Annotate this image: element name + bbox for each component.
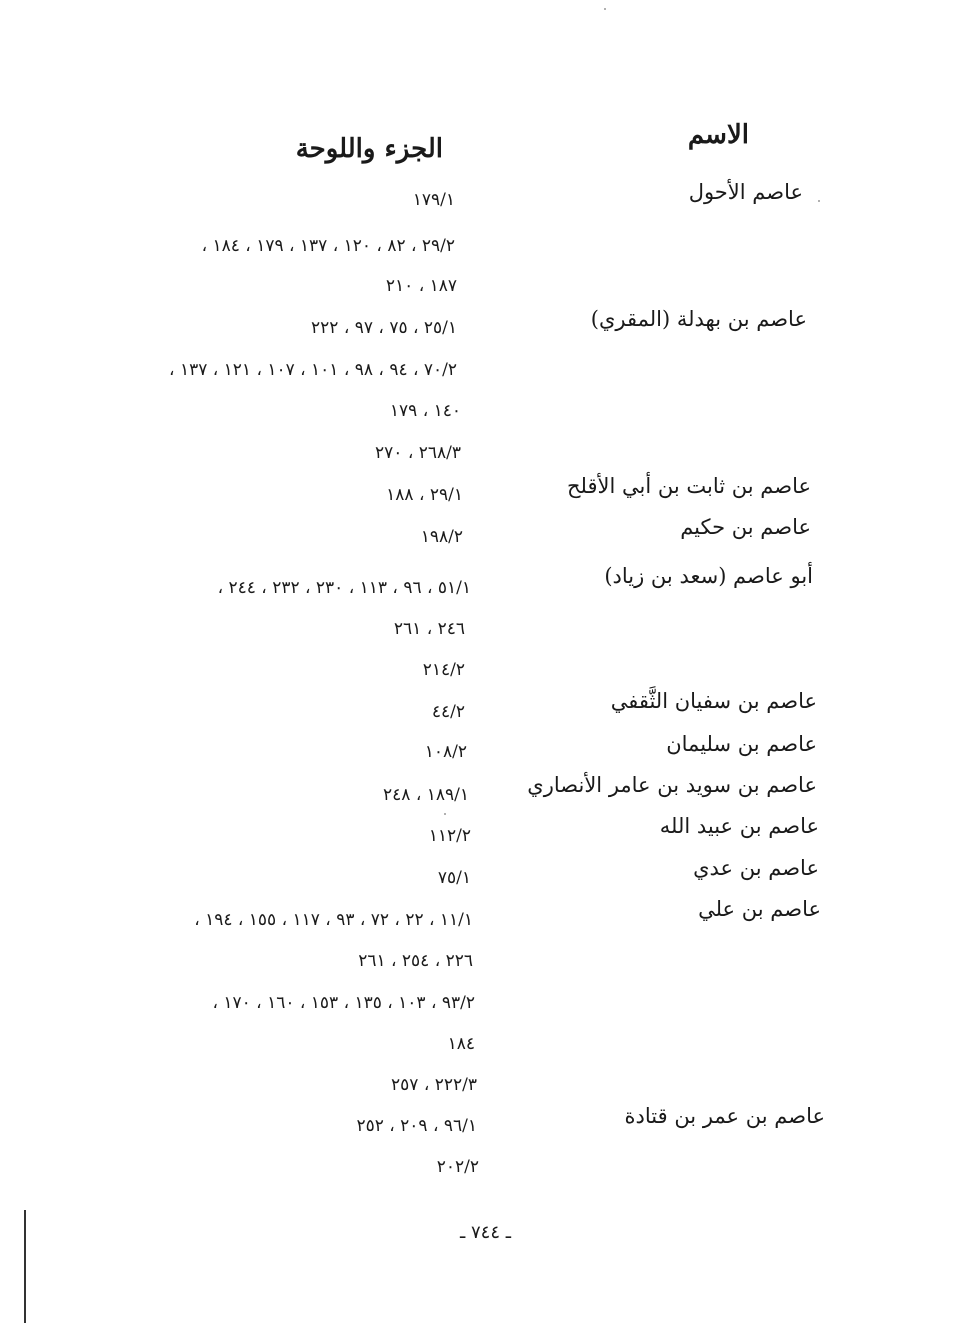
scan-speck — [818, 200, 820, 202]
reference-line: ٢٩/١ ، ١٨٨ — [386, 485, 463, 505]
reference-line: ١٨٧ ، ٢١٠ — [385, 276, 457, 296]
reference-line: ١٧٩/١ — [412, 190, 455, 210]
name-entry: عاصم بن سليمان — [666, 732, 817, 756]
reference-column-header: الجزء واللوحة — [295, 134, 443, 164]
scan-speck — [444, 813, 446, 815]
name-entry: عاصم بن بهدلة (المقري) — [590, 307, 807, 331]
name-column-header: الاسم — [687, 120, 749, 150]
name-entry: عاصم بن ثابت بن أبي الأقلح — [566, 474, 811, 498]
reference-line: ١٤٠ ، ١٧٩ — [389, 401, 461, 421]
name-entry: عاصم بن عمر بن قتادة — [624, 1104, 825, 1128]
reference-line: ٧٥/١ — [437, 868, 471, 888]
name-entry: عاصم بن علي — [698, 897, 821, 921]
reference-line: ١٨٤ — [447, 1034, 475, 1054]
reference-line: ٢٩/٢ ، ٨٢ ، ١٢٠ ، ١٣٧ ، ١٧٩ ، ١٨٤ ، — [201, 236, 455, 256]
name-entry: عاصم بن عدي — [693, 856, 819, 880]
name-entry: عاصم بن عبيد الله — [659, 814, 819, 838]
scan-margin-line — [24, 1210, 26, 1323]
reference-line: ١٠٨/٢ — [424, 742, 467, 762]
name-entry: أبو عاصم (سعد بن زياد) — [604, 564, 813, 588]
reference-line: ١٨٩/١ ، ٢٤٨ — [383, 785, 469, 805]
reference-line: ٢٥/١ ، ٧٥ ، ٩٧ ، ٢٢٢ — [311, 318, 457, 338]
reference-line: ٩٦/١ ، ٢٠٩ ، ٢٥٢ — [356, 1116, 477, 1136]
name-entry: عاصم بن سويد بن عامر الأنصاري — [527, 773, 817, 797]
reference-line: ٢٤٦ ، ٢٦١ — [393, 619, 465, 639]
reference-line: ٤٤/٢ — [431, 702, 465, 722]
reference-line: ٢١٤/٢ — [422, 660, 465, 680]
reference-line: ٥١/١ ، ٩٦ ، ١١٣ ، ٢٣٠ ، ٢٣٢ ، ٢٤٤ ، — [217, 578, 471, 598]
name-entry: عاصم بن سفيان الثَّقفي — [610, 689, 817, 713]
reference-line: ١١/١ ، ٢٢ ، ٧٢ ، ٩٣ ، ١١٧ ، ١٥٥ ، ١٩٤ ، — [194, 910, 473, 930]
reference-line: ١٩٨/٢ — [420, 527, 463, 547]
reference-line: ٢٢٢/٣ ، ٢٥٧ — [391, 1075, 477, 1095]
reference-line: ٩٣/٢ ، ١٠٣ ، ١٣٥ ، ١٥٣ ، ١٦٠ ، ١٧٠ ، — [212, 993, 475, 1013]
reference-line: ١١٢/٢ — [428, 826, 471, 846]
name-entry: عاصم بن حكيم — [680, 515, 811, 539]
scan-speck — [604, 8, 606, 10]
reference-line: ٢٢٦ ، ٢٥٤ ، ٢٦١ — [358, 951, 473, 971]
page-number: ـ ٧٤٤ ـ — [459, 1222, 511, 1243]
reference-line: ٧٠/٢ ، ٩٤ ، ٩٨ ، ١٠١ ، ١٠٧ ، ١٢١ ، ١٣٧ ، — [169, 360, 457, 380]
reference-line: ٢٠٢/٢ — [436, 1157, 479, 1177]
name-entry: عاصم الأحول — [688, 180, 803, 204]
reference-line: ٢٦٨/٣ ، ٢٧٠ — [375, 443, 461, 463]
